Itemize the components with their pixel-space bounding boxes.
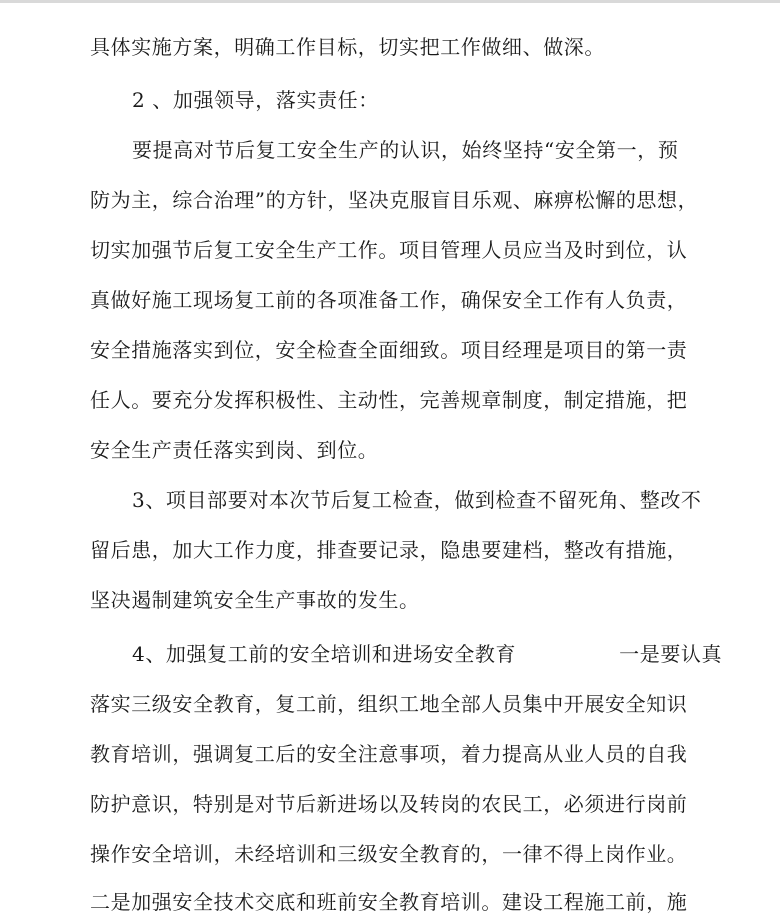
text-line-6: 真做好施工现场复工前的各项准备工作，确保安全工作有人负责， xyxy=(90,288,688,312)
text-line-18: 二是加强安全技术交底和班前安全教育培训。建设工程施工前，施 xyxy=(90,890,688,914)
text-line-3: 要提高对节后复工安全生产的认识，始终坚持“安全第一，预 xyxy=(132,138,679,162)
text-line-17: 操作安全培训，未经培训和三级安全教育的，一律不得上岗作业。 xyxy=(90,842,688,866)
text-line-15: 教育培训，强调复工后的安全注意事项，着力提高从业人员的自我 xyxy=(90,742,688,766)
section-heading-4: 4、加强复工前的安全培训和进场安全教育 一是要认真 xyxy=(132,642,723,666)
text-line-14: 落实三级安全教育，复工前，组织工地全部人员集中开展安全知识 xyxy=(90,692,688,716)
text-line-5: 切实加强节后复工安全生产工作。项目管理人员应当及时到位，认 xyxy=(90,238,688,262)
text-line-16: 防护意识，特别是对节后新进场以及转岗的农民工，必须进行岗前 xyxy=(90,792,688,816)
text-line-9: 安全生产责任落实到岗、到位。 xyxy=(90,438,379,462)
section-heading-3: 3、项目部要对本次节后复工检查，做到检查不留死角、整改不 xyxy=(132,488,702,512)
text-line-8: 任人。要充分发挥积极性、主动性，完善规章制度，制定措施，把 xyxy=(90,388,688,412)
text-line-1: 具体实施方案，明确工作目标，切实把工作做细、做深。 xyxy=(90,35,605,59)
text-line-4: 防为主，综合治理”的方针，坚决克服盲目乐观、麻痹松懈的思想， xyxy=(90,188,699,212)
section-heading-2: 2 、加强领导，落实责任： xyxy=(132,88,379,112)
text-line-7: 安全措施落实到位，安全检查全面细致。项目经理是项目的第一责 xyxy=(90,338,688,362)
text-line-11: 留后患，加大工作力度，排查要记录，隐患要建档，整改有措施， xyxy=(90,538,688,562)
text-line-12: 坚决遏制建筑安全生产事故的发生。 xyxy=(90,588,420,612)
